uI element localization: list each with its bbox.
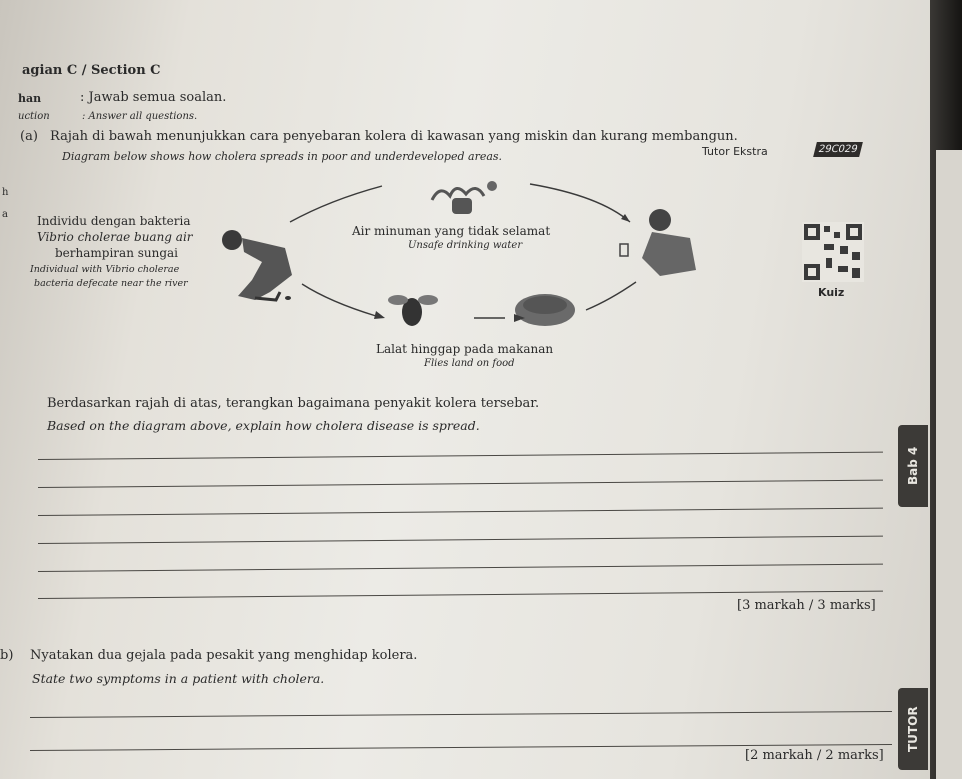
question-a-number: (a) [20, 129, 38, 144]
kuiz-label: Kuiz [818, 286, 845, 299]
defecating-person-illustration [222, 230, 292, 300]
tutor-code-badge: 29C029 [813, 142, 863, 157]
tutor-tab[interactable] [898, 688, 928, 770]
next-page-edge [936, 150, 962, 779]
section-title: agian C / Section C [22, 63, 161, 78]
flies-label-en: Flies land on food [424, 358, 515, 369]
arrow-1 [290, 186, 382, 222]
chapter-tab[interactable] [898, 425, 928, 507]
instruction-label-en: uction [18, 111, 50, 122]
arrow-2 [530, 184, 630, 222]
instruction-label: han [18, 92, 42, 105]
marks-a: [3 markah / 3 marks] [737, 598, 876, 613]
individual-label-en-line1: Individual with Vibrio cholerae [30, 264, 180, 275]
marks-b: [2 markah / 2 marks] [745, 748, 884, 763]
plants-illustration [432, 181, 497, 214]
chapter-tab-label: Bab 4 [906, 446, 920, 486]
water-label: Air minuman yang tidak selamat [352, 224, 551, 238]
question-a-text-en: Diagram below shows how cholera spreads in poor and underdeveloped areas. [62, 150, 503, 163]
individual-label-line3: berhampiran sungai [55, 246, 179, 260]
arrow-5 [302, 284, 376, 316]
tutor-ekstra-label: Tutor Ekstra [702, 145, 768, 158]
individual-label-line2: Vibrio cholerae buang air [37, 230, 193, 244]
prompt-ms: Berdasarkan rajah di atas, terangkan bagaimana penyakit kolera tersebar. [47, 396, 540, 411]
fly-illustration [388, 295, 438, 326]
qr-code[interactable] [802, 222, 864, 282]
margin-mark-2: a [2, 209, 8, 220]
instruction-en: : Answer all questions. [82, 111, 198, 122]
question-b-text-en: State two symptoms in a patient with cholera. [32, 671, 325, 686]
individual-label-line1: Individu dengan bakteria [37, 214, 191, 228]
question-a-text: Rajah di bawah menunjukkan cara penyebaran kolera di kawasan yang miskin dan kurang membangun. [50, 129, 738, 144]
question-b-number: b) [0, 648, 14, 663]
prompt-en: Based on the diagram above, explain how cholera disease is spread. [47, 418, 480, 433]
arrow-3 [586, 282, 636, 310]
margin-mark-1: h [2, 187, 9, 198]
drinking-person-illustration [620, 209, 696, 276]
question-b-text: Nyatakan dua gejala pada pesakit yang menghidap kolera. [30, 648, 418, 663]
water-label-en: Unsafe drinking water [408, 240, 523, 251]
instruction: : Jawab semua soalan. [80, 90, 227, 105]
tutor-tab-label: TUTOR [906, 706, 920, 752]
cholera-cycle-diagram [0, 0, 930, 400]
flies-label: Lalat hinggap pada makanan [376, 342, 554, 356]
individual-label-en-line2: bacteria defecate near the river [34, 278, 188, 289]
food-bowl-illustration [515, 294, 575, 326]
